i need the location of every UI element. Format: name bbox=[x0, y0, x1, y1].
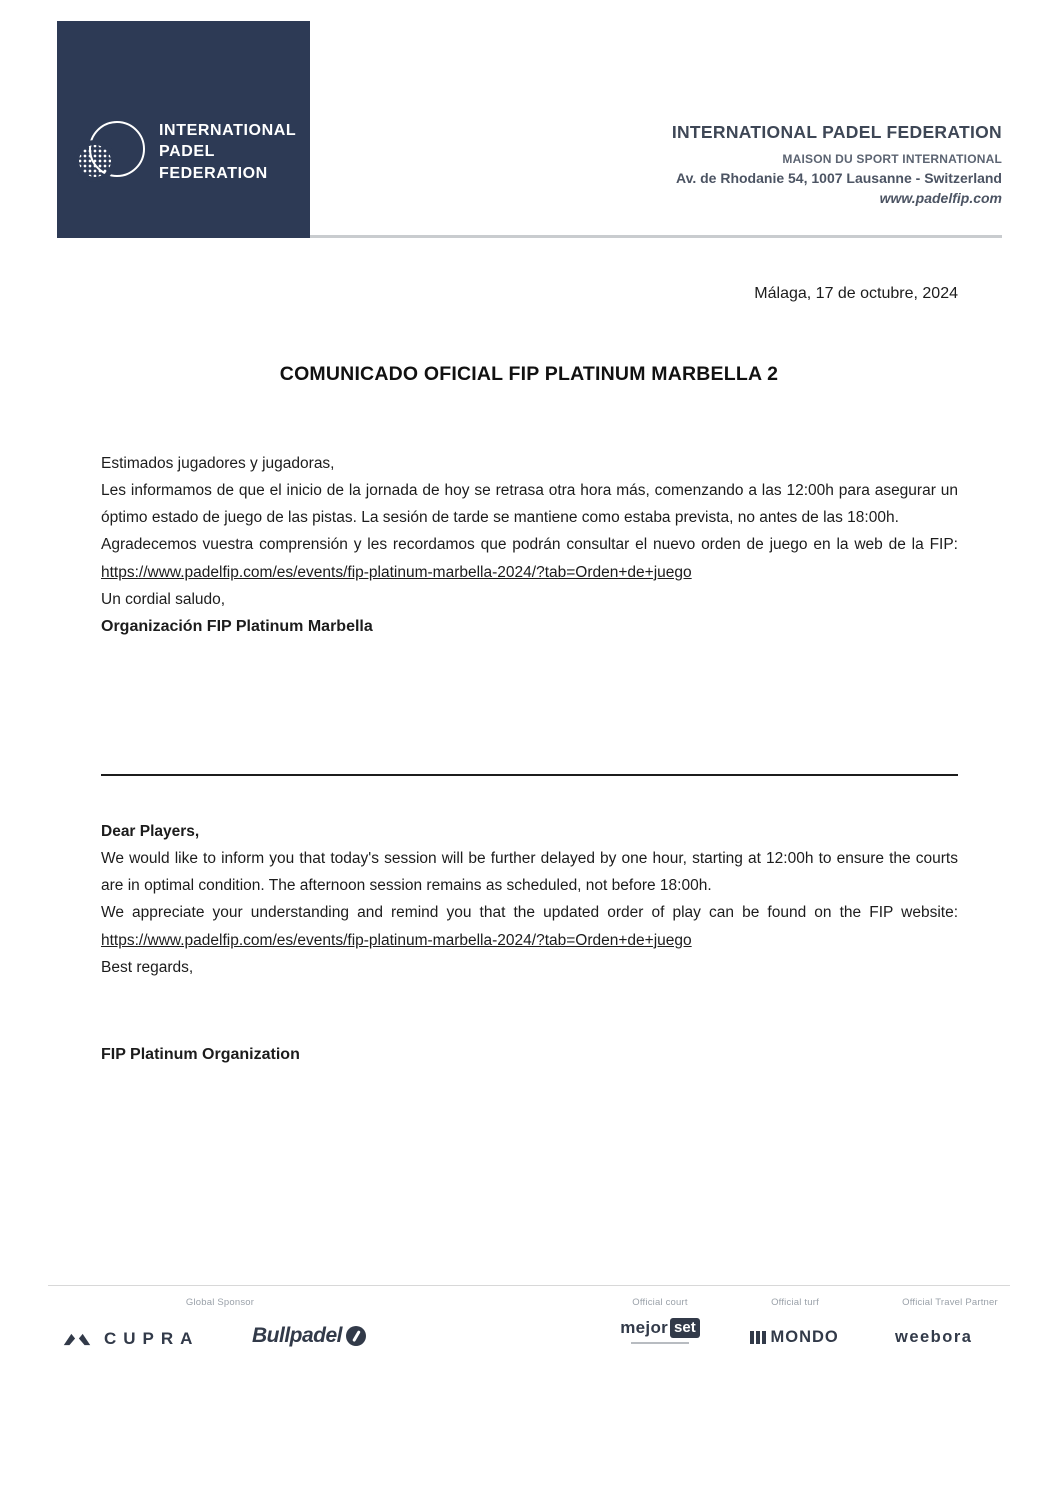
travel-partner-label: Official Travel Partner bbox=[902, 1297, 998, 1308]
fip-logo-icon bbox=[87, 119, 145, 185]
weebora-logo bbox=[895, 1328, 972, 1347]
mejorset-tagline-rule bbox=[631, 1342, 689, 1344]
logo-wordmark-line-2: PADEL bbox=[159, 143, 216, 161]
mondo-bars-icon bbox=[750, 1331, 766, 1344]
english-section bbox=[101, 818, 958, 1069]
mejorset-set-badge: set bbox=[670, 1318, 700, 1338]
spanish-paragraph-2 bbox=[101, 531, 958, 585]
letterhead-contact-block bbox=[672, 122, 1002, 206]
address-line-1: MAISON DU SPORT INTERNATIONAL bbox=[782, 152, 1002, 166]
spanish-paragraph-2-text: Agradecemos vuestra comprensión y les recordamos que podrán consultar el nuevo orden de juego en la web de la FIP: bbox=[101, 536, 958, 554]
logo-dots-shape bbox=[79, 145, 111, 177]
spanish-salutation: Estimados jugadores y jugadoras, bbox=[101, 455, 335, 472]
fip-logo-panel bbox=[57, 21, 310, 238]
header-divider bbox=[310, 235, 1002, 238]
global-sponsor-label: Global Sponsor bbox=[185, 1297, 255, 1308]
date-line: Málaga, 17 de octubre, 2024 bbox=[754, 285, 958, 302]
english-paragraph-2-text: We appreciate your understanding and remind you that the updated order of play can be found on the FIP website: bbox=[101, 904, 958, 922]
spanish-section bbox=[101, 450, 958, 641]
english-signature: FIP Platinum Organization bbox=[101, 1045, 300, 1063]
bullpadel-logo bbox=[252, 1324, 366, 1348]
fip-logo-wordmark bbox=[159, 120, 296, 185]
weebora-wordmark: weebora bbox=[895, 1328, 973, 1346]
website-url: www.padelfip.com bbox=[879, 190, 1002, 206]
fip-logo bbox=[87, 119, 296, 185]
english-paragraph-1: We would like to inform you that today's session will be further delayed by one hour, starting at 12:00h to ensure the courts are in optimal condition. The afternoon session remains as scheduled, not before 18:00h. bbox=[101, 850, 958, 895]
order-of-play-link-en[interactable]: https://www.padelfip.com/es/events/fip-platinum-marbella-2024/?tab=Orden+de+juego bbox=[101, 931, 692, 949]
mejorset-logo bbox=[612, 1318, 708, 1344]
letter-title: COMUNICADO OFICIAL FIP PLATINUM MARBELLA 2 bbox=[279, 363, 779, 385]
order-of-play-link-es[interactable]: https://www.padelfip.com/es/events/fip-platinum-marbella-2024/?tab=Orden+de+juego bbox=[101, 563, 692, 581]
bullpadel-racket-icon bbox=[346, 1326, 366, 1346]
english-salutation: Dear Players, bbox=[101, 823, 200, 840]
official-court-label: Official court bbox=[632, 1297, 688, 1308]
spanish-paragraph-1: Les informamos de que el inicio de la jornada de hoy se retrasa otra hora más, comenzando a las 12:00h para asegurar un óptimo estado de juego de las pistas. La sesión de tarde se mantiene como estaba prevista, no antes de las 18:00h. bbox=[101, 482, 958, 527]
english-closing: Best regards, bbox=[101, 958, 194, 976]
official-turf-label: Official turf bbox=[771, 1297, 819, 1308]
mondo-wordmark: MONDO bbox=[770, 1328, 839, 1346]
spanish-signature: Organización FIP Platinum Marbella bbox=[101, 617, 373, 635]
footer-divider bbox=[48, 1285, 1010, 1286]
racket-slash-shape bbox=[352, 1330, 360, 1342]
mejorset-word-mejor: mejor bbox=[620, 1318, 669, 1337]
spanish-closing: Un cordial saludo, bbox=[101, 590, 226, 608]
mondo-logo bbox=[750, 1328, 839, 1347]
section-divider bbox=[101, 774, 958, 776]
address-line-2: Av. de Rhodanie 54, 1007 Lausanne - Switzerland bbox=[676, 170, 1002, 186]
logo-wordmark-line-3: FEDERATION bbox=[159, 164, 268, 182]
logo-wordmark-line-1: INTERNATIONAL bbox=[159, 121, 297, 139]
bullpadel-wordmark: Bullpadel bbox=[252, 1324, 343, 1347]
english-paragraph-2 bbox=[101, 899, 958, 953]
org-name: INTERNATIONAL PADEL FEDERATION bbox=[671, 122, 1002, 142]
cupra-logo bbox=[60, 1329, 199, 1349]
cupra-icon bbox=[60, 1331, 94, 1348]
mejorset-wordmark bbox=[612, 1318, 708, 1338]
cupra-wordmark: CUPRA bbox=[104, 1329, 200, 1348]
